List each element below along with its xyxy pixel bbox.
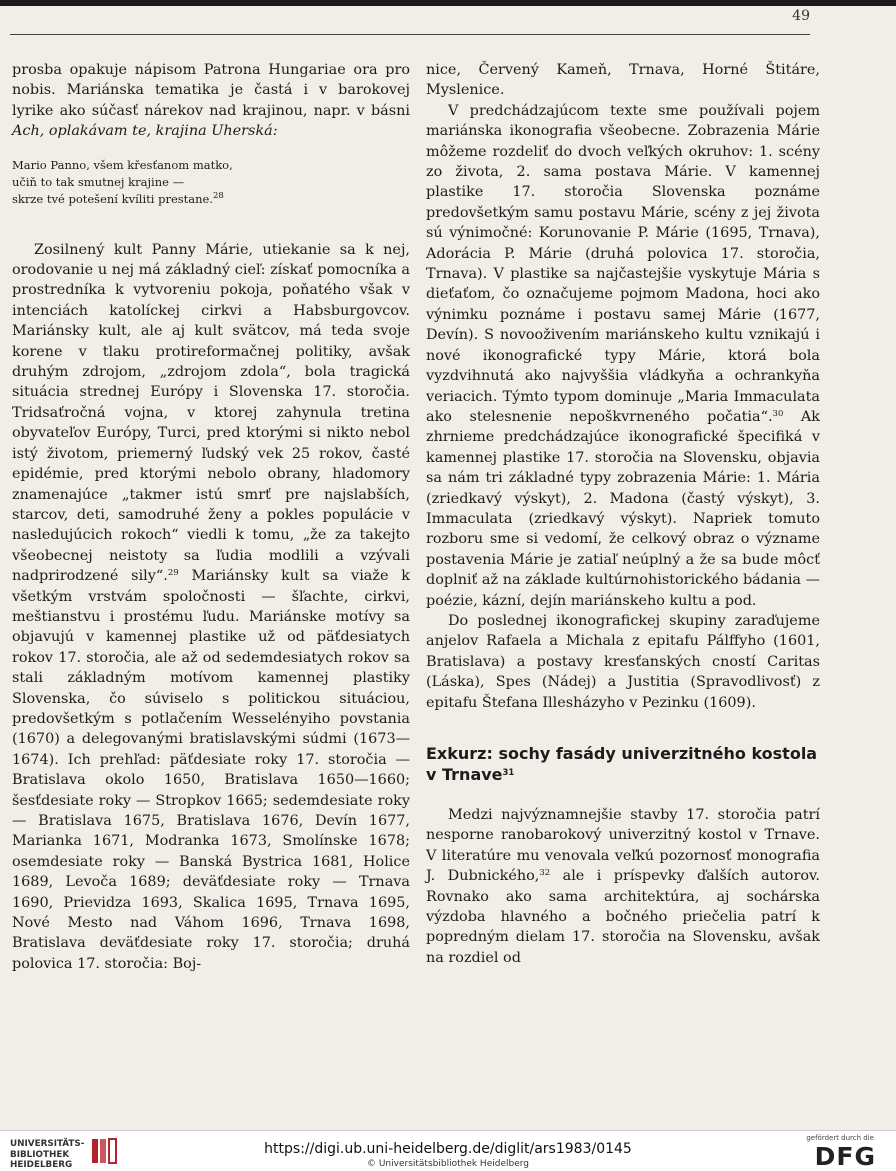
page-number: 49 <box>792 8 810 24</box>
header-rule <box>10 34 810 35</box>
footnote-ref-29[interactable]: 29 <box>167 568 179 579</box>
section-heading: Exkurz: sochy fasády univerzitného kostola v Trnave$^{31}$ <box>426 744 818 784</box>
right-paragraph-2: V predchádzajúcom texte sme používali pojem mariánska ikonografia všeobecne. Zobrazenia Márie môžeme rozdeliť do dvoch veľkých okruhov: 1. scény zo života, 2. sama postava Márie. V kamennej plastike 17. storočia Slovenska poznáme predovšetkým samu postavu Márie, scény z jej života sú výnimočné: Korunovanie P. Márie (1695, Trnava), Adorácia P. Márie (druhá polovica 17. storočia, Trnava). V plastike sa najčastejšie vyskytuje Mária s dieťaťom, čo označujeme pojmom Madona, hoci ako výnimku poznáme i postavu samej Márie (1677, Devín). S novooživením mariánskeho kultu vznikajú i nové ikonografické typy Márie, ktorá bola vyzdvihnutá ako najvyššia vládkyňa a ochrankyňa veriacich. Týmto typom dominuje „Maria Immaculata ako stelesnenie nepoškvrneného počatia“.$^{30}$ Ak zhrnieme predchádzajúce ikonografické špecifiká v kamennej plastike 17. storočia na Slovensku, objavia sa nám tri základné typy zobrazenia Márie: 1. Mária (zriedkavý výskyt), 2. Madona (častý výskyt), 3. Immaculata (zriedkavý výskyt). Napriek tomuto rozboru sme si vedomí, že celkový obraz o význame postavenia Márie je zatiaľ neúplný a že sa bude môcť doplniť až na základe kultúrnohistorického bádania — poézie, kázní, dejín mariánskeho kultu a pod. <box>426 102 820 609</box>
left-paragraph-2: Zosilnený kult Panny Márie, utiekanie sa k nej, orodovanie u nej má základný cieľ: získať pomocníka a prostredníka k vytvoreniu pokoja, poňatého však v intenciách katolíckej cirkvi a Habsburgovcov. Mariánsky kult, ale aj kult svätcov, má teda svoje korene v tlaku protireformačnej politiky, avšak druhým zdrojom, „zdrojom zdola“, bola tragická situácia strednej Európy i Slovenska 17. storočia. Tridsaťročná vojna, v ktorej zahynula tretina obyvateľov Európy, Turci, pred ktorými si nikto nebol istý životom, priemerný ľudský vek 25 rokov, časté epidémie, pred ktorými nebolo obrany, hladomory znamenajúce „takmer istú smrť pre najslabších, starcov, deti, samodruhé ženy a pokles populácie v nasledujúcich rokoch“ viedli k tomu, „že za takejto všeobecnej neistoty sa ľudia modlili a vzývali nadprirodzené sily“.$^{29}$ Mariánsky kult sa viaže k všetkým vrstvám spoločnosti — šľachte, cirkvi, meštianstvu i prostému ľudu. Mariánske motívy sa objavujú v kamennej plastike už od päťdesiatych rokov 17. storočia, ale až od sedemdesiatych rokov sa stali základným motívom kamennej plastiky Slovenska, čo súviselo s politickou situáciou, predovšetkým s potlačením Wesselényiho povstania (1670) a delegovanými bratislavskými súdmi (1673—1674). Ich prehľad: päťdesiate roky 17. storočia — Bratislava okolo 1650, Bratislava 1650—1660; šesťdesiate roky — Stropkov 1665; sedemdesiate roky — Bratislava 1675, Bratislava 1676, Devín 1677, Marianka 1671, Modranka 1673, Smolínske 1678; osemdesiate roky — Banská Bystrica 1681, Holice 1689, Levoča 1689; deväťdesiate roky — Trnava 1690, Prievidza 1693, Skalica 1695, Trnava 1695, Nové Mesto nad Váhom 1696, Trnava 1698, Bratislava deväťdesiate roky 17. storočia; druhá polovica 17. storočia: Boj- <box>12 241 410 972</box>
left-column <box>12 60 410 974</box>
right-paragraph-4: Medzi najvýznamnejšie stavby 17. storočia patrí nesporne ranobarokový univerzitný kostol v Trnave. V literatúre mu venovala veľkú pozornosť monografia J. Dubnického,$^{32}$ ale i príspevky ďalších autorov. Rovnako ako sama architektúra, aj sochárska výzdoba hlavného a bočného priečelia patrí k popredným dielam 17. storočia na Slovensku, avšak na rozdiel od <box>426 807 820 966</box>
copyright-text: © Universitätsbibliothek Heidelberg <box>366 1159 529 1169</box>
poem-quote <box>12 157 410 208</box>
library-name: UNIVERSITÄTS- BIBLIOTHEK HEIDELBERG <box>10 1139 85 1170</box>
viewer-footer <box>0 1130 896 1171</box>
right-paragraph-1: nice, Červený Kameň, Trnava, Horné Štitáre, Myslenice. <box>426 62 820 99</box>
footnote-ref-30[interactable]: 30 <box>772 408 784 419</box>
top-black-bar <box>0 0 896 6</box>
quote-line-3: skrze tvé potešení kvíliti prestane.$^{28}$ <box>12 190 224 206</box>
permalink-url[interactable]: https://digi.ub.uni-heidelberg.de/diglit/ars1983/0145 <box>264 1141 632 1157</box>
quote-line-2: učiň to tak smutnej krajine — <box>12 174 185 189</box>
footnote-ref-31[interactable]: 31 <box>502 768 515 778</box>
footnote-ref-32[interactable]: 32 <box>539 868 551 879</box>
right-column <box>426 60 820 968</box>
footnote-ref-28[interactable]: 28 <box>213 190 224 201</box>
left-paragraph-1: prosba opakuje nápisom Patrona Hungariae ora pro nobis. Mariánska tematika je častá i v barokovej lyrike ako súčasť nárekov nad krajinou, napr. v básni Ach, oplakávam te, krajina Uherská: <box>12 62 410 140</box>
poem-title: Ach, oplakávam te, krajina Uherská: <box>12 123 278 140</box>
right-paragraph-3: Do poslednej ikonografickej skupiny zaraďujeme anjelov Rafaela a Michala z epitafu Pálffyho (1601, Bratislava) a postavy kresťanských cností Caritas (Láska), Spes (Nádej) a Justitia (Spravodlivosť) z epitafu Štefana Illesházyho v Pezinku (1609). <box>426 612 820 711</box>
funding-note: gefördert durch die <box>806 1134 874 1142</box>
dfg-logo: DFG <box>814 1142 876 1171</box>
quote-line-1: Mario Panno, všem křesťanom matko, <box>12 157 233 172</box>
